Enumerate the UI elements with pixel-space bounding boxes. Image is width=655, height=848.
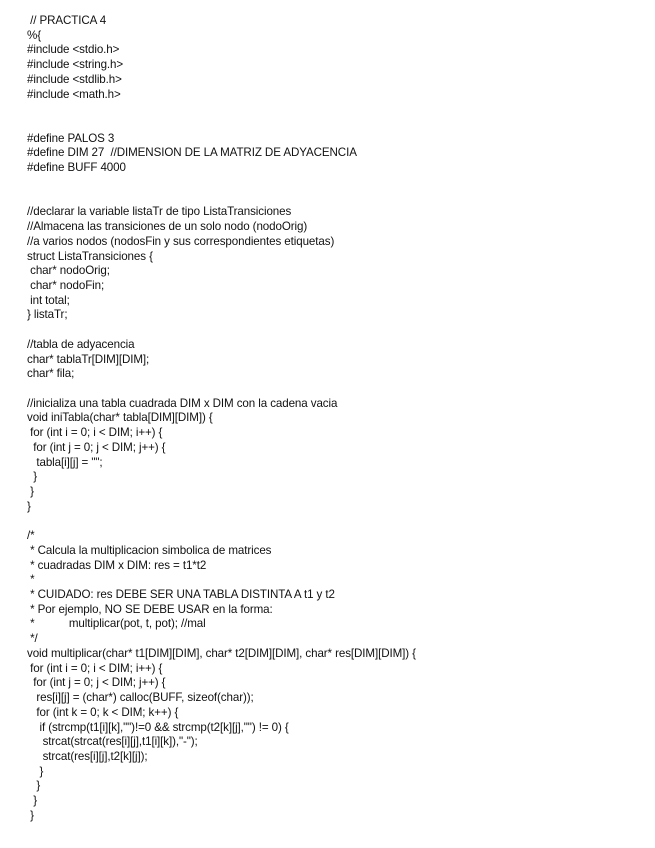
code-line: #include <stdlib.h> (27, 72, 122, 86)
code-line: %{ (27, 28, 41, 42)
code-line: #define DIM 27 //DIMENSION DE LA MATRIZ DE ADYACENCIA (27, 146, 357, 160)
code-line (27, 191, 416, 206)
code-line: } (27, 794, 38, 808)
code-line: } (27, 499, 31, 513)
code-line: * (27, 573, 35, 587)
code-line: } (27, 470, 38, 484)
code-line (27, 102, 416, 117)
code-listing (27, 14, 416, 824)
code-line: strcat(strcat(res[i][j],t1[i][k]),"-"); (27, 735, 198, 749)
code-line: } (27, 485, 34, 498)
code-line (27, 323, 416, 338)
code-line: struct ListaTransiciones { (27, 249, 153, 263)
code-line: if (strcmp(t1[i][k],"")!=0 && strcmp(t2[k][j],"") != 0) { (27, 720, 289, 734)
code-line: } (27, 764, 44, 778)
code-line: } listaTr; (27, 308, 68, 322)
code-line: */ (27, 632, 38, 646)
code-line: char* nodoFin; (27, 278, 105, 292)
code-line: #include <stdio.h> (27, 43, 120, 57)
code-line: } (27, 779, 41, 793)
code-line: //Almacena las transiciones de un solo nodo (nodoOrig) (27, 220, 308, 234)
code-line: * cuadradas DIM x DIM: res = t1*t2 (27, 558, 207, 572)
code-line: void multiplicar(char* t1[DIM][DIM], char* t2[DIM][DIM], char* res[DIM][DIM]) { (27, 646, 416, 660)
code-line (27, 514, 416, 529)
code-line: for (int j = 0; j < DIM; j++) { (27, 676, 166, 690)
code-line: res[i][j] = (char*) calloc(BUFF, sizeof(char)); (27, 691, 254, 705)
code-line: char* fila; (27, 367, 75, 381)
code-line: for (int i = 0; i < DIM; i++) { (27, 426, 163, 440)
code-line: //inicializa una tabla cuadrada DIM x DIM con la cadena vacia (27, 396, 338, 410)
code-line: //a varios nodos (nodosFin y sus correspondientes etiquetas) (27, 234, 335, 248)
code-line: * Por ejemplo, NO SE DEBE USAR en la forma: (27, 602, 273, 616)
code-line (27, 382, 416, 397)
code-line: int total; (27, 293, 70, 307)
code-line: strcat(res[i][j],t2[k][j]); (27, 749, 148, 763)
code-line (27, 176, 416, 191)
code-line: char* tablaTr[DIM][DIM]; (27, 352, 150, 366)
code-line: void iniTabla(char* tabla[DIM][DIM]) { (27, 411, 213, 425)
code-line: #define BUFF 4000 (27, 161, 126, 175)
code-line: /* (27, 529, 35, 543)
code-line: #include <string.h> (27, 58, 124, 72)
code-line: * multiplicar(pot, t, pot); //mal (27, 617, 206, 631)
code-line: for (int i = 0; i < DIM; i++) { (27, 661, 163, 675)
code-line: for (int j = 0; j < DIM; j++) { (27, 440, 166, 454)
code-line: tabla[i][j] = ""; (27, 455, 103, 469)
code-line: char* nodoOrig; (27, 264, 110, 278)
code-line: * Calcula la multiplicacion simbolica de matrices (27, 543, 272, 557)
code-line: * CUIDADO: res DEBE SER UNA TABLA DISTINTA A t1 y t2 (27, 588, 335, 602)
code-line: //declarar la variable listaTr de tipo ListaTransiciones (27, 205, 292, 219)
code-line (27, 117, 416, 132)
code-line: for (int k = 0; k < DIM; k++) { (27, 705, 179, 719)
code-line: } (27, 808, 34, 822)
code-line: #include <math.h> (27, 87, 121, 101)
code-line: #define PALOS 3 (27, 131, 115, 145)
code-line: // PRACTICA 4 (27, 14, 107, 27)
code-line: //tabla de adyacencia (27, 337, 135, 351)
